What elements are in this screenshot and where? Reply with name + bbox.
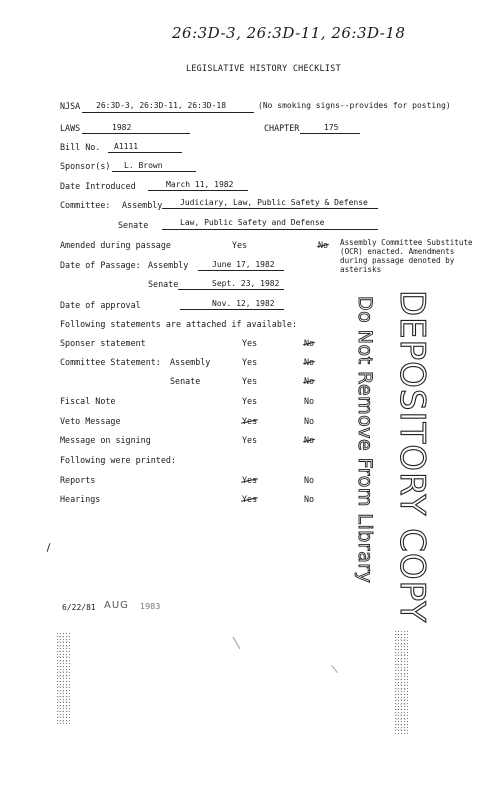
committee-statement-senate-no: No [304,376,315,386]
do-not-remove-stamp: Do Not Remove From Library [354,296,376,584]
committee-statement-assembly: Assembly [170,357,211,367]
committee-label: Committee: [60,200,111,210]
date-introduced-underline [148,190,248,191]
njsa-value: 26:3D-3, 26:3D-11, 26:3D-18 [96,101,227,110]
committee-senate-value: Law, Public Safety and Defense [180,218,325,227]
message-signing-no: No [304,435,315,445]
scan-speck-2 [331,665,338,673]
sponsor-underline [112,171,196,172]
committee-statement-label: Committee Statement: [60,357,161,367]
chapter-label: CHAPTER [264,123,300,133]
passage-assembly-label: Assembly [148,260,189,270]
handwritten-citation: 26:3D-3, 26:3D-11, 26:3D-18 [172,24,406,42]
committee-assembly-label: Assembly [122,200,163,210]
hearings-label: Hearings [60,494,101,504]
sponsor-label: Sponsor(s) [60,161,111,171]
amended-yes: Yes [232,240,248,250]
passage-senate-value: Sept. 23, 1982 [212,279,280,288]
sponsor-value: L. Brown [124,161,163,170]
amended-note-line1: Assembly Committee Substitute [340,238,473,247]
committee-statement-assembly-yes: Yes [242,357,258,367]
message-signing-yes: Yes [242,435,258,445]
laws-value: 1982 [112,123,132,132]
veto-message-label: Veto Message [60,416,121,426]
hearings-no: No [304,494,315,504]
passage-senate-underline [178,289,284,290]
committee-assembly-underline [162,208,378,209]
committee-statement-assembly-no: No [304,357,315,367]
passage-senate-label: Senate [148,279,179,289]
amended-note-line4: asterisks [340,265,382,274]
amended-label: Amended during passage [60,240,171,250]
bill-value: A1111 [114,142,139,151]
committee-statement-senate-yes: Yes [242,376,258,386]
committee-assembly-value: Judiciary, Law, Public Safety & Defense [180,198,368,207]
sponsor-statement-yes: Yes [242,338,258,348]
amended-no: No [318,240,329,250]
scan-artifact-right [394,630,408,734]
pen-mark [47,543,51,552]
reports-yes: Yes [242,475,258,485]
njsa-label: NJSA [60,101,81,111]
veto-message-no: No [304,416,315,426]
scan-speck-1 [233,637,241,650]
veto-message-yes: Yes [242,416,258,426]
passage-label: Date of Passage: [60,260,141,270]
printed-heading: Following were printed: [60,455,176,465]
chapter-value: 175 [324,123,339,132]
passage-assembly-underline [198,270,284,271]
committee-senate-label: Senate [118,220,149,230]
fiscal-note-no: No [304,396,315,406]
sponsor-statement-no: No [304,338,315,348]
reports-no: No [304,475,315,485]
chapter-underline [300,133,360,134]
footer-stamp-year: 1983 [140,602,161,611]
date-introduced-value: March 11, 1982 [166,180,234,189]
passage-assembly-value: June 17, 1982 [212,260,275,269]
laws-label: LAWS [60,123,81,133]
hearings-yes: Yes [242,494,258,504]
approval-underline [180,309,284,310]
reports-label: Reports [60,475,96,485]
fiscal-note-yes: Yes [242,396,258,406]
approval-value: Nov. 12, 1982 [212,299,275,308]
message-signing-label: Message on signing [60,435,151,445]
scan-artifact-left [56,632,70,724]
page-title: LEGISLATIVE HISTORY CHECKLIST [186,63,341,73]
footer-stamp-month: AUG [104,600,129,611]
footer-date-code: 6/22/81 [62,603,96,612]
committee-senate-underline [162,229,378,230]
sponsor-statement-label: Sponser statement [60,338,146,348]
bill-label: Bill No. [60,142,101,152]
amended-note-line3: during passage denoted by [340,256,455,265]
njsa-note: (No smoking signs--provides for posting) [258,101,451,110]
njsa-underline [82,112,254,113]
depository-stamp: DEPOSITORY COPY [392,290,432,624]
fiscal-note-label: Fiscal Note [60,396,116,406]
amended-note-line2: (OCR) enacted. Amendments [340,247,455,256]
laws-underline [82,133,190,134]
bill-underline [108,152,182,153]
approval-label: Date of approval [60,300,141,310]
attached-heading: Following statements are attached if available: [60,319,297,329]
committee-statement-senate: Senate [170,376,201,386]
date-introduced-label: Date Introduced [60,181,136,191]
